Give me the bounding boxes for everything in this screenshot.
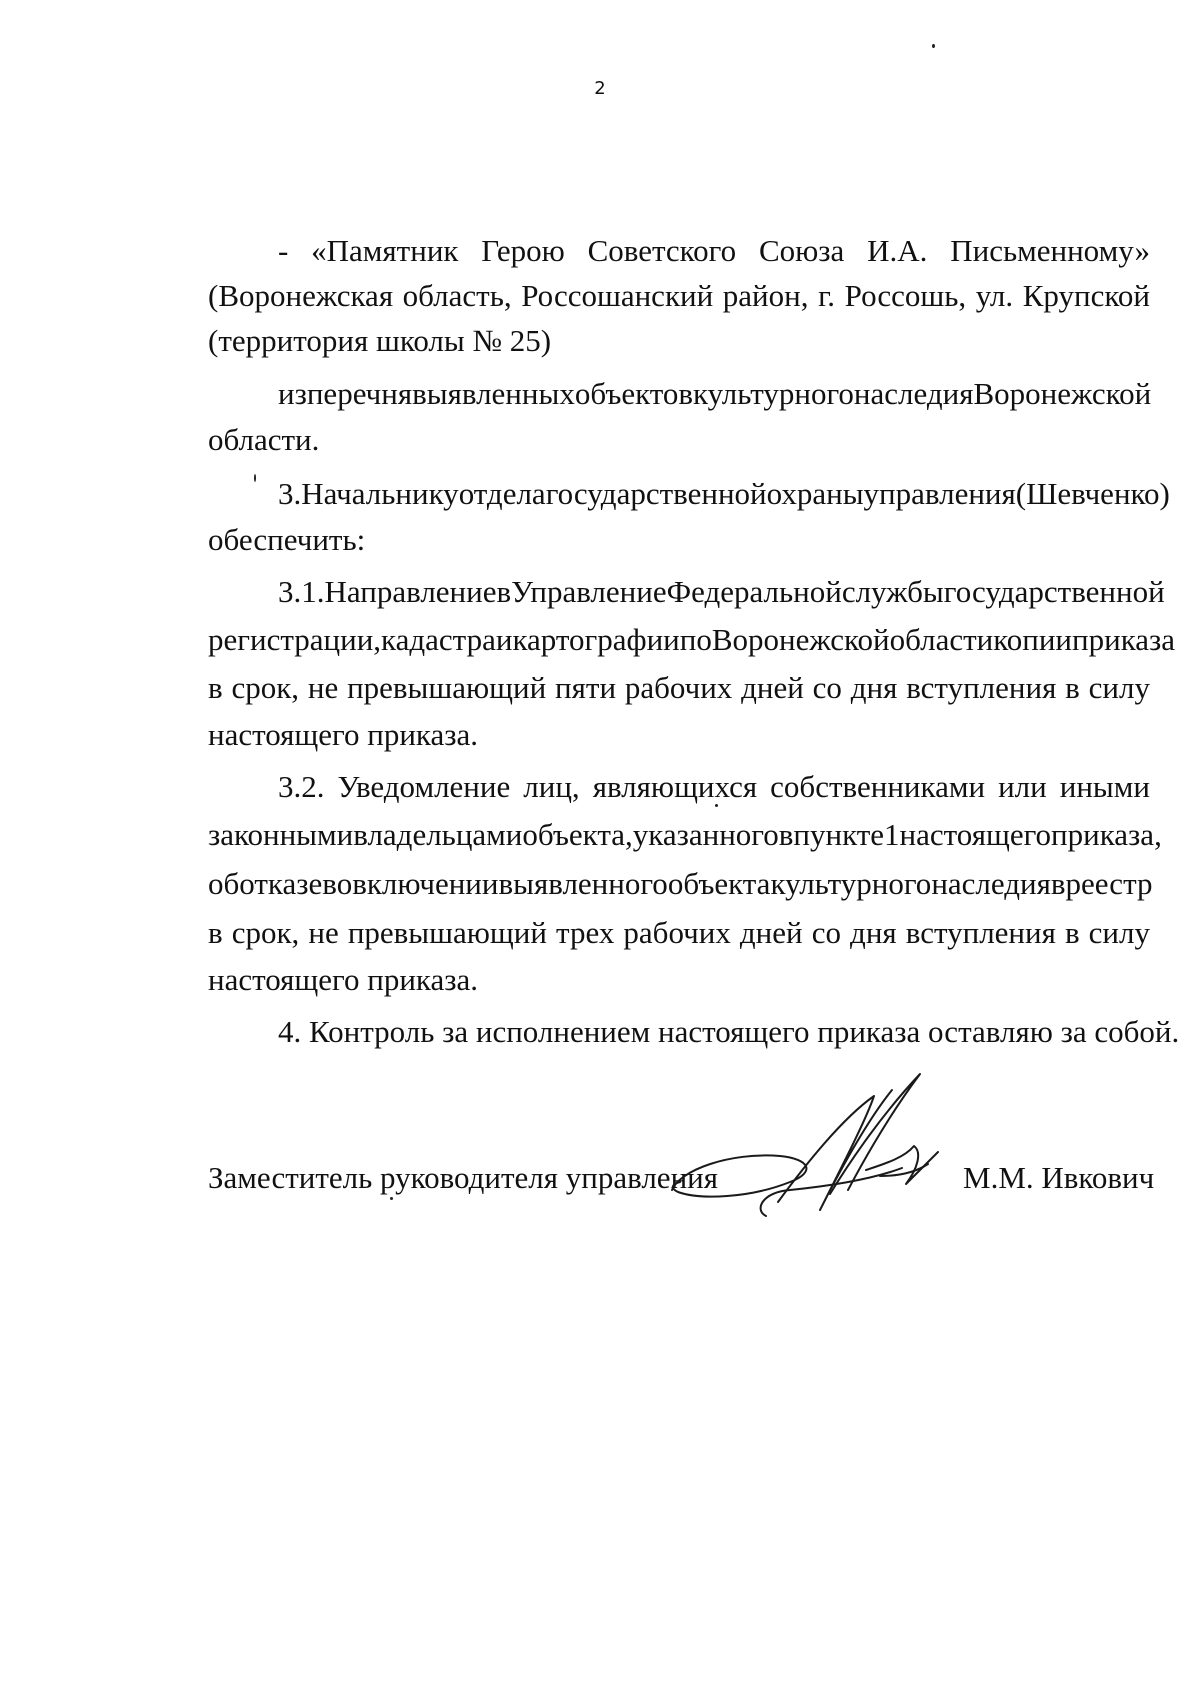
- item-dash: -: [278, 233, 289, 268]
- para3-2-line-4: в срок, не превышающий трех рабочих дней со дня вступления в силу: [208, 915, 1150, 950]
- exclusion-line-1: из перечня выявленных объектов культурного наследия Воронежской: [278, 376, 1152, 411]
- para3-2-line-2: законными владельцами объекта, указанного в пункте 1 настоящего приказа,: [208, 817, 1162, 852]
- para3-1-line-2: регистрации, кадастра и картографии по Воронежской области копии приказа: [208, 622, 1176, 657]
- scan-speck: [715, 804, 718, 807]
- para3-2-line-5: настоящего приказа.: [208, 962, 479, 997]
- item-line-3: (территория школы № 25): [208, 323, 552, 358]
- signature-image: [670, 1060, 950, 1240]
- para4: 4. Контроль за исполнением настоящего приказа оставляю за собой.: [278, 1014, 1180, 1049]
- item-line-1: - «Памятник Герою Советского Союза И.А. Письменному»: [278, 233, 1150, 268]
- item-line-2: (Воронежская область, Россошанский район, г. Россошь, ул. Крупской: [208, 278, 1150, 313]
- para3-1-line-4: настоящего приказа.: [208, 717, 479, 752]
- para3-line-2: обеспечить:: [208, 522, 366, 557]
- signatory-name: М.М. Ивкович: [963, 1160, 1155, 1195]
- para3-line-1: 3. Начальнику отдела государственной охраны управления (Шевченко): [278, 476, 1170, 511]
- exclusion-line-2: области.: [208, 422, 320, 457]
- page-number: 2: [594, 78, 606, 99]
- signatory-title: Заместитель руководителя управления: [208, 1160, 719, 1195]
- para3-2-line-1: 3.2. Уведомление лиц, являющихся собственниками или иными: [278, 769, 1150, 804]
- para3-1-line-1: 3.1. Направление в Управление Федеральной службы государственной: [278, 574, 1165, 609]
- para3-2-line-3: об отказе во включении выявленного объекта культурного наследия в реестр: [208, 866, 1153, 901]
- scan-speck: [390, 1197, 393, 1200]
- para3-1-line-3: в срок, не превышающий пяти рабочих дней со дня вступления в силу: [208, 670, 1150, 705]
- scan-speck: [932, 44, 935, 48]
- scan-speck: [254, 474, 256, 482]
